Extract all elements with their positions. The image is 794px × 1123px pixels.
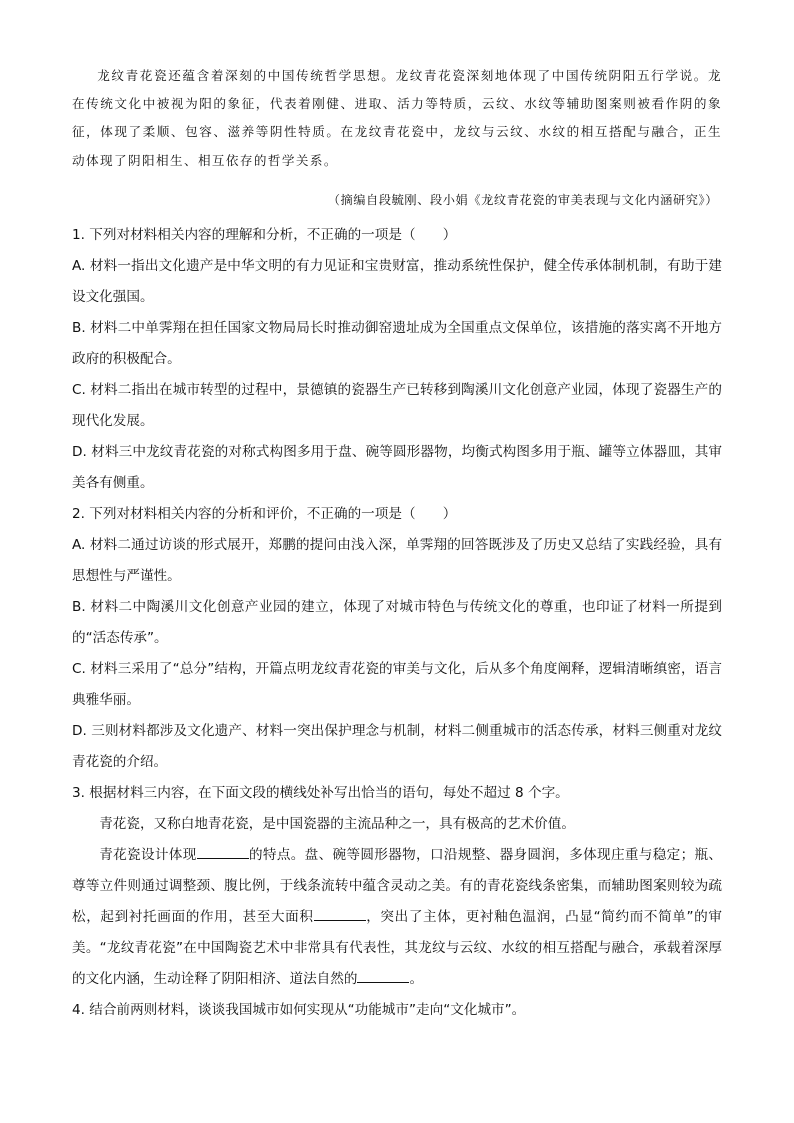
question-2-stem: 2. 下列对材料相关内容的分析和评价，不正确的一项是（ ） <box>72 506 457 522</box>
question-3-stem: 3. 根据材料三内容，在下面文段的横线处补写出恰当的语句，每处不超过 8 个字。 <box>72 785 569 801</box>
question-list <box>72 220 722 1026</box>
fill-blank-1[interactable] <box>197 858 249 859</box>
paragraph-text: 。 <box>409 971 424 987</box>
question-4-stem: 4. 结合前两则材料，谈谈我国城市如何实现从“功能城市”走向“文化城市”。 <box>72 1002 526 1018</box>
source-citation: （摘编自段毓刚、段小娟《龙纹青花瓷的审美表现与文化内涵研究》） <box>327 193 718 207</box>
question-1-option-c: C. 材料二指出在城市转型的过程中，景德镇的瓷器生产已转移到陶溪川文化创意产业园，体现了瓷器生产的现代化发展。 <box>72 382 722 429</box>
excerpt-paragraph: 龙纹青花瓷还蕴含着深刻的中国传统哲学思想。龙纹青花瓷深刻地体现了中国传统阴阳五行学说。龙在传统文化中被视为阳的象征，代表着刚健、进取、活力等特质，云纹、水纹等辅助图案则被看作阴的象征，体现了柔顺、包容、滋养等阴性特质。在龙纹青花瓷中，龙纹与云纹、水纹的相互搭配与融合，正生动体现了阴阳相生、相互依存的哲学关系。 <box>72 68 722 168</box>
fill-blank-2[interactable] <box>314 920 366 921</box>
question-1-option-d: D. 材料三中龙纹青花瓷的对称式构图多用于盘、碗等圆形器物，均衡式构图多用于瓶、罐等立体器皿，其审美各有侧重。 <box>72 444 722 491</box>
question-2-option-b: B. 材料二中陶溪川文化创意产业园的建立，体现了对城市特色与传统文化的尊重，也印证了材料一所提到的“活态传承”。 <box>72 599 722 646</box>
paragraph-text: 的特点。盘、碗等圆形器物，口沿规整、器身圆润，多体现庄重与稳定；瓶、尊等立件则通过调整颈、腹比例，于线条流转中蕴含灵动之美。有的青花瓷线条密集，而辅助图案则较为疏松，起到衬托画面的作用，甚至大面积 <box>72 847 723 925</box>
question-2-option-c: C. 材料三采用了“总分”结构，开篇点明龙纹青花瓷的审美与文化，后从多个角度阐释，逻辑清晰缜密，语言典雅华丽。 <box>72 661 722 708</box>
question-1-option-b: B. 材料二中单霁翔在担任国家文物局局长时推动御窑遗址成为全国重点文保单位，该措施的落实离不开地方政府的积极配合。 <box>72 320 722 367</box>
question-1-stem: 1. 下列对材料相关内容的理解和分析，不正确的一项是（ ） <box>72 227 457 243</box>
question-3-paragraph-1: 青花瓷，又称白地青花瓷，是中国瓷器的主流品种之一，具有极高的艺术价值。 <box>99 816 575 832</box>
question-3-paragraph-2 <box>72 840 722 995</box>
question-2-option-d: D. 三则材料都涉及文化遗产、材料一突出保护理念与机制，材料二侧重城市的活态传承，材料三侧重对龙纹青花瓷的介绍。 <box>72 723 722 770</box>
question-2-option-a: A. 材料二通过访谈的形式展开，郑鹏的提问由浅入深，单霁翔的回答既涉及了历史又总结了实践经验，具有思想性与严谨性。 <box>72 537 722 584</box>
fill-blank-3[interactable] <box>357 982 409 983</box>
question-1-option-a: A. 材料一指出文化遗产是中华文明的有力见证和宝贵财富，推动系统性保护，健全传承体制机制，有助于建设文化强国。 <box>72 258 722 305</box>
paragraph-text: 青花瓷设计体现 <box>99 847 197 863</box>
material-three-excerpt <box>72 62 722 175</box>
paragraph-text: ，突出了主体，更衬釉色温润，凸显“简约而不简单”的审美。“龙纹青花瓷”在中国陶瓷艺术中非常具有代表性，其龙纹与云纹、水纹的相互搭配与融合，承载着深厚的文化内涵，生动诠释了阴阳相济、道法自然的 <box>72 909 722 987</box>
